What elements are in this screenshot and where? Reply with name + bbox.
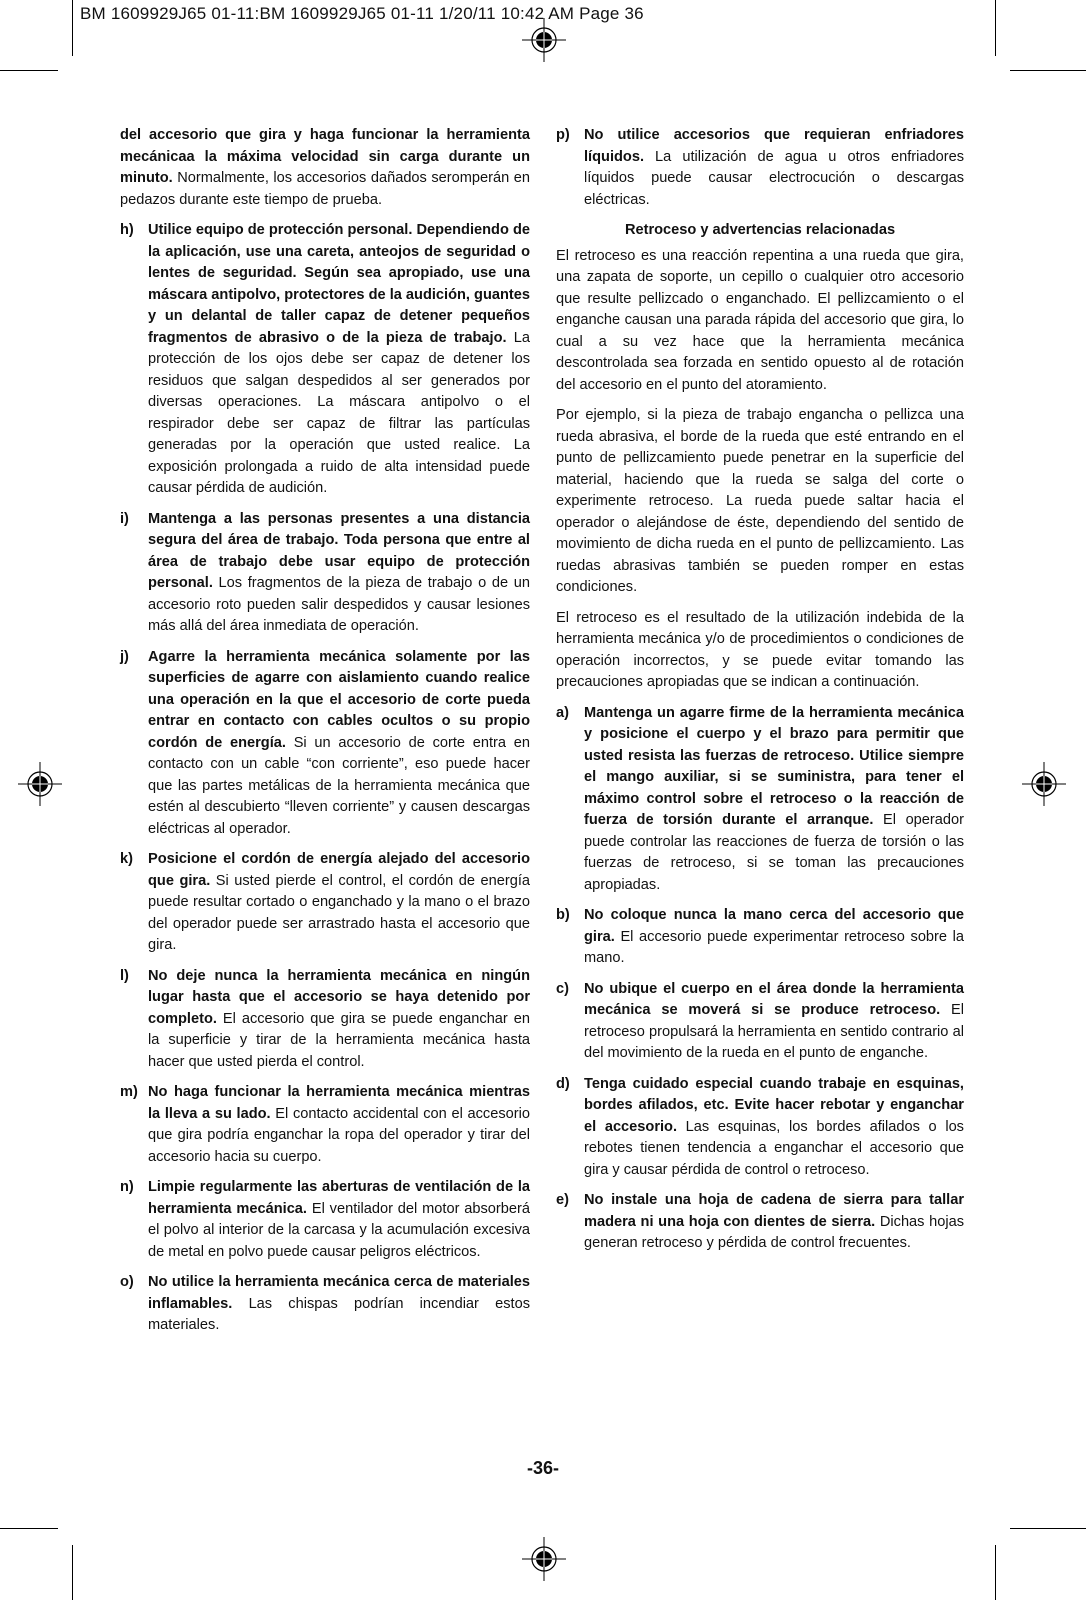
item-text: El retroceso propulsará la herramienta en sentido contrario al del movimiento de la rueda en el punto de enganche. (584, 1002, 964, 1061)
item-label: a) (556, 704, 569, 721)
item-bold: No haga funcionar la herramienta mecánica mientras la lleva a su lado. (148, 1084, 530, 1122)
intro-paragraph (120, 125, 530, 211)
item-label: b) (556, 907, 570, 923)
item-label: l) (120, 967, 129, 984)
crop-mark-bl-h (0, 1528, 58, 1529)
list-item-h (120, 220, 530, 500)
body-paragraph: El retroceso es una reacción repentina a una rueda que gira, una zapata de soporte, un cepillo o cualquier otro accesorio que resulte pellizcado o enganchado. El pellizcamiento o el enganche causan una parada rápida del accesorio que gira, lo cual a su vez hace que la herramienta mecánica descontrolada sea forzada en sentido opuesto al de rotación del accesorio en el punto del atoramiento. (556, 247, 964, 393)
item-bold: Limpie regularmente las aberturas de ventilación de la herramienta mecánica. (148, 1179, 530, 1217)
item-label: o) (120, 1274, 134, 1290)
body-paragraph: Por ejemplo, si la pieza de trabajo engancha o pellizca una rueda abrasiva, el borde de la rueda que esté entrando en el punto de pellizcamiento puede penetrar en la superficie del material, haciendo que la rueda se salga del corte o experimente retroceso. La rueda puede saltar hacia el operador o alejándose de éste, dependiendo del sentido de movimiento de dicha rueda en el punto de pellizcamiento. Las ruedas abrasivas también se pueden romper en estas condiciones. (556, 407, 964, 595)
print-slug: BM 1609929J65 01-11:BM 1609929J65 01-11 1/20/11 10:42 AM Page 36 (80, 4, 644, 23)
crop-mark-br-h (1010, 1528, 1086, 1529)
item-bold: No instale una hoja de cadena de sierra para tallar madera ni una hoja con dientes de sierra. (584, 1192, 964, 1230)
item-bold: Utilice equipo de protección personal. Dependiendo de la aplicación, use una careta, anteojos de seguridad o lentes de seguridad. Según sea apropiado, use una máscara antipolvo, protectores de la audición, guantes y un delantal de taller capaz de detener pequeños fragmentos de abrasivo o de la pieza de trabajo. (148, 222, 530, 346)
item-text: El operador puede controlar las reacciones de fuerza de torsión o las fuerzas de retroceso, si se toman las precauciones apropiadas. (584, 812, 964, 893)
left-column (120, 125, 530, 1346)
intro-bold: del accesorio que gira y haga funcionar la herramienta mecánicaa la máxima velocidad sin carga durante un minuto. (120, 127, 530, 186)
item-text: La protección de los ojos debe ser capaz de detener los residuos que salgan despedidos al ser generados por diversas operaciones. La máscara antipolvo o el respirador debe ser capaz de filtrar las partículas generadas por la operación que usted realice. La exposición prolongada a ruido de alta intensidad puede causar pérdida de audición. (148, 329, 530, 496)
item-text: El ventilador del motor absorberá el polvo al interior de la carcasa y la acumulación excesiva de metal en polvo puede causar peligros eléctricos. (148, 1200, 530, 1260)
item-text: Las chispas podrían incendiar estos materiales. (148, 1295, 530, 1333)
crop-mark-bl-v (72, 1545, 73, 1600)
item-bold: No utilice accesorios que requieran enfriadores líquidos. (584, 127, 964, 165)
crop-mark-tr-h (1010, 70, 1086, 71)
list-item-c (556, 979, 964, 1065)
item-bold: Posicione el cordón de energía alejado del accesorio que gira. (148, 851, 530, 889)
list-item-e (556, 1190, 964, 1255)
item-bold: No utilice la herramienta mecánica cerca de materiales inflamables. (148, 1274, 530, 1312)
page-number: -36- (526, 1458, 559, 1478)
list-item-p (556, 125, 964, 211)
item-bold: No deje nunca la herramienta mecánica en ningún lugar hasta que el accesorio se haya detenido por completo. (148, 967, 530, 1027)
body-paragraph: El retroceso es el resultado de la utilización indebida de la herramienta mecánica y/o de procedimientos o condiciones de operación incorrectos, y se puede evitar tomando las precauciones apropiadas que se indican a continuación. (556, 609, 964, 690)
crop-mark-tl-v (72, 0, 73, 56)
intro-text: Normalmente, los accesorios dañados seromperán en pedazos durante este tiempo de prueba. (120, 170, 530, 208)
item-label: j) (120, 648, 129, 665)
list-item-d (556, 1074, 964, 1182)
item-text: Las esquinas, los bordes afilados o los rebotes tienen tendencia a enganchar el accesorio que gira y causar pérdida de control o retroceso. (584, 1118, 964, 1178)
item-text: La utilización de agua u otros enfriadores líquidos puede causar electrocución o descargas eléctricas. (584, 148, 964, 208)
list-item-j (120, 647, 530, 841)
list-item-k (120, 849, 530, 957)
list-item-l (120, 966, 530, 1074)
item-text: Si usted pierde el control, el cordón de energía puede resultar cortado o enganchado y la mano o el brazo del operador puede ser arrastrado hasta el accesorio que gira. (148, 872, 530, 953)
list-item-o (120, 1272, 530, 1337)
item-label: k) (120, 851, 133, 867)
item-bold: Mantenga a las personas presentes a una distancia segura del área de trabajo. Toda persona que entre al área de trabajo debe usar equipo de protección personal. (148, 510, 530, 591)
item-label: i) (120, 510, 129, 527)
item-label: n) (120, 1179, 134, 1195)
list-item-b (556, 905, 964, 970)
list-item-n (120, 1177, 530, 1263)
item-bold: No ubique el cuerpo en el área donde la herramienta mecánica se moverá si se produce retroceso. (584, 980, 964, 1018)
item-text: Si un accesorio de corte entra en contacto con un cable “con corriente”, eso puede hacer que las partes metálicas de la herramienta mecánica que estén al descubierto “lleven corriente” y causen descargas eléctricas al operador. (148, 734, 530, 837)
item-bold: Agarre la herramienta mecánica solamente por las superficies de agarre con aislamiento cuando realice una operación en la que el accesorio de corte pueda entrar en contacto con cables ocultos o su propio cordón de energía. (148, 648, 530, 751)
list-item-a (556, 703, 964, 897)
item-label: h) (120, 222, 134, 238)
item-label: e) (556, 1192, 569, 1208)
registration-mark-left-icon (18, 762, 62, 806)
section-heading: Retroceso y advertencias relacionadas (624, 222, 896, 238)
item-bold: Tenga cuidado especial cuando trabaje en esquinas, bordes afilados, etc. Evite hacer rebotar y enganchar el accesorio. (584, 1075, 964, 1135)
item-bold: No coloque nunca la mano cerca del accesorio que gira. (584, 907, 964, 945)
crop-mark-br-v (995, 1545, 996, 1600)
right-column (556, 125, 964, 1264)
item-label: m) (120, 1084, 138, 1100)
registration-mark-top-icon (522, 18, 566, 62)
item-text: Los fragmentos de la pieza de trabajo o de un accesorio roto pueden salir despedidos y causar lesiones más allá del área inmediata de operación. (148, 575, 530, 634)
item-label: c) (556, 980, 569, 997)
item-bold: Mantenga un agarre firme de la herramienta mecánica y posicione el cuerpo y el brazo para permitir que usted resista las fuerzas de retroceso. Utilice siempre el mango auxiliar, si se suministra, para tener el máximo control sobre el retroceso o la reacción de fuerza de torsión durante el arranque. (584, 704, 964, 828)
list-item-i (120, 509, 530, 638)
list-item-m (120, 1082, 530, 1168)
registration-mark-bottom-icon (522, 1537, 566, 1581)
crop-mark-tr-v (995, 0, 996, 56)
item-label: p) (556, 127, 570, 143)
item-text: El accesorio puede experimentar retroceso sobre la mano. (584, 928, 964, 966)
item-text: El contacto accidental con el accesorio que gira podría enganchar la ropa del operador y tirar del accesorio hacia su cuerpo. (148, 1105, 530, 1165)
item-label: d) (556, 1075, 570, 1092)
item-text: Dichas hojas generan retroceso y pérdida de control frecuentes. (584, 1213, 964, 1251)
registration-mark-right-icon (1022, 762, 1066, 806)
crop-mark-tl-h (0, 70, 58, 71)
item-text: El accesorio que gira se puede enganchar en la superficie y tirar de la herramienta mecánica hasta hacer que usted pierda el control. (148, 1010, 530, 1070)
